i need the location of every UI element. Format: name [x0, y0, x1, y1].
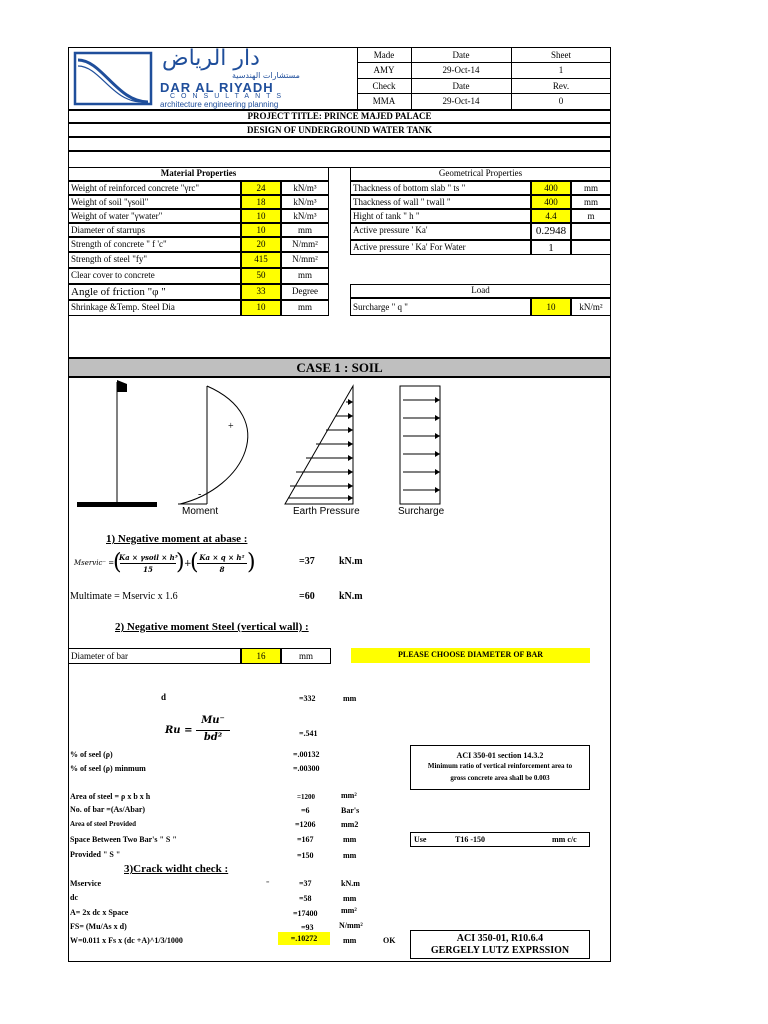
moment-label: Moment — [182, 506, 219, 517]
a-value: =17400 — [293, 909, 318, 918]
geometry-label: Hight of tank " h " — [350, 209, 531, 223]
geometry-unit — [571, 223, 611, 240]
material-unit: mm — [281, 300, 329, 316]
aci-note-3: gross concrete area shall be 0.003 — [450, 774, 550, 782]
rho-value: =.00132 — [293, 750, 320, 759]
mservic-unit: kN.m — [339, 556, 363, 567]
use-value: T16 -150 — [455, 835, 485, 844]
material-unit: kN/m³ — [281, 181, 329, 195]
material-unit: N/mm² — [281, 252, 329, 268]
material-value-input[interactable]: 24 — [241, 181, 281, 195]
rev-value: 0 — [558, 96, 564, 106]
material-value-input[interactable]: 10 — [241, 209, 281, 223]
bar-diameter-label: Diameter of bar — [68, 648, 241, 664]
w-unit: mm — [343, 936, 357, 945]
provided-s-label: Provided " S " — [70, 850, 121, 859]
area-value: =1200 — [297, 793, 315, 801]
ru-value: =.541 — [299, 729, 318, 738]
material-unit: N/mm² — [281, 237, 329, 252]
check-date-label: Date — [452, 81, 470, 91]
d-unit: mm — [343, 694, 357, 703]
use-unit: mm c/c — [552, 835, 577, 844]
rev-label: Rev. — [552, 81, 570, 91]
provided-area-value: =1206 — [295, 820, 316, 829]
material-label: Weight of water "γwater" — [68, 209, 241, 223]
fs-unit: N/mm² — [339, 921, 363, 930]
sheet-value: 1 — [558, 65, 564, 75]
w-label: W=0.011 x Fs x (dc +A)^1/3/1000 — [70, 936, 183, 945]
case-title: CASE 1 : SOIL — [296, 360, 383, 375]
geometry-label: Thackness of bottom slab " ts " — [350, 181, 531, 195]
choose-bar-message: PLEASE CHOOSE DIAMETER OF BAR — [351, 648, 590, 663]
mservic-value: =37 — [299, 556, 315, 567]
d-label: d — [161, 692, 167, 702]
aci-note-2: Minimum ratio of vertical reinforcement area to — [427, 762, 573, 770]
moment-minus: - — [198, 489, 202, 500]
material-label: Angle of friction "φ " — [68, 284, 241, 300]
sheet-label: Sheet — [551, 50, 571, 60]
mservice-unit: kN.m — [341, 879, 360, 888]
material-label: Strength of concrete " f 'c" — [68, 237, 241, 252]
neg-moment-heading: 1) Negative moment at abase : — [106, 533, 248, 545]
moment-diagram — [178, 386, 248, 504]
geometry-title: Geometrical Properties — [438, 168, 523, 178]
provided-area-unit: mm2 — [341, 820, 359, 829]
dc-value: =58 — [299, 894, 312, 903]
area-unit: mm² — [341, 791, 357, 800]
logo-arabic-sub: مستشارات الهندسية — [232, 71, 300, 80]
provided-s-value: =150 — [297, 851, 314, 860]
material-unit: mm — [281, 223, 329, 237]
material-value-input[interactable]: 415 — [241, 252, 281, 268]
wall-diagram — [77, 380, 157, 507]
load-title: Load — [471, 285, 490, 295]
space-label: Space Between Two Bar's " S " — [70, 835, 177, 844]
diagrams — [70, 378, 490, 508]
material-label: Shrinkage &Temp. Steel Dia — [68, 300, 241, 316]
geometry-value[interactable]: 400 — [531, 181, 571, 195]
surcharge-diagram — [400, 386, 440, 504]
material-value-input[interactable]: 10 — [241, 223, 281, 237]
bar-diameter-input[interactable]: 16 — [241, 648, 281, 664]
mservice-value: =37 — [299, 879, 312, 888]
d-value: =332 — [299, 694, 316, 703]
provided-s-unit: mm — [343, 851, 357, 860]
mservice-eq: = — [266, 880, 270, 886]
area-label: Area of steel = ρ x b x h — [70, 792, 151, 801]
ru-formula: Ru = Mu⁻ bd² — [165, 715, 255, 749]
mservic-formula: Mservic⁻ = ( Ka × γsoil × h³ 15 ) + ( Ka × q × h² 8 ) — [74, 550, 256, 575]
geometry-value: 1 — [531, 240, 571, 255]
material-label: Weight of soil "γsoil" — [68, 195, 241, 209]
bar-diameter-unit: mm — [281, 648, 331, 664]
surcharge-value[interactable]: 10 — [531, 298, 571, 316]
crack-ref-2: GERGELY LUTZ EXPRSSION — [430, 945, 570, 956]
logo-emblem-icon — [72, 50, 154, 107]
material-label: Clear cover to concrete — [68, 268, 241, 284]
rho-min-value: =.00300 — [293, 764, 320, 773]
check-value: MMA — [372, 96, 396, 106]
geometry-label: Thackness of wall " twall " — [350, 195, 531, 209]
material-value-input[interactable]: 20 — [241, 237, 281, 252]
geometry-unit: mm — [571, 181, 611, 195]
geometry-unit: m — [571, 209, 611, 223]
date-label: Date — [452, 50, 470, 60]
material-value-input[interactable]: 10 — [241, 300, 281, 316]
material-label: Diameter of starrups — [68, 223, 241, 237]
material-unit: mm — [281, 268, 329, 284]
multimate-unit: kN.m — [339, 591, 363, 602]
made-date: 29-Oct-14 — [442, 65, 480, 75]
fs-label: FS= (Mu/As x d) — [70, 922, 127, 931]
material-value-input[interactable]: 33 — [241, 284, 281, 300]
a-unit: mm² — [341, 906, 357, 915]
w-value: =.10272 — [278, 932, 330, 945]
material-unit: Degree — [281, 284, 329, 300]
moment-plus: + — [228, 421, 234, 432]
crack-ref-1: ACI 350-01, R10.6.4 — [456, 933, 544, 944]
material-value-input[interactable]: 18 — [241, 195, 281, 209]
surcharge-label: Surcharge " q " — [350, 298, 531, 316]
geometry-value[interactable]: 4.4 — [531, 209, 571, 223]
material-label: Strength of steel "fy" — [68, 252, 241, 268]
earth-pressure-label: Earth Pressure — [293, 506, 360, 517]
use-label: Use — [414, 835, 427, 844]
crack-heading: 3)Crack widht check : — [124, 863, 229, 875]
multimate-label: Multimate = Mservic x 1.6 — [70, 591, 178, 602]
geometry-label: Active pressure ' Ka' — [350, 223, 531, 240]
company-logo — [72, 46, 354, 109]
logo-en: DAR AL RIYADH — [160, 80, 274, 95]
geometry-unit — [571, 240, 611, 255]
material-title: Material Properties — [160, 168, 237, 178]
made-label: Made — [373, 50, 395, 60]
nbar-unit: Bar's — [341, 806, 360, 815]
surcharge-unit: kN/m² — [571, 298, 611, 316]
mservice-label: Mservice — [70, 879, 102, 888]
dc-unit: mm — [343, 894, 357, 903]
logo-consultants: CONSULTANTS — [170, 93, 288, 100]
material-value-input[interactable]: 50 — [241, 268, 281, 284]
fs-value: =93 — [301, 923, 314, 932]
rho-min-label: % of seel (ρ) minmum — [70, 764, 146, 773]
a-label: A= 2x dc x Space — [70, 908, 129, 917]
nbar-label: No. of bar =(As/Abar) — [70, 805, 146, 814]
multimate-value: =60 — [299, 591, 315, 602]
check-label: Check — [372, 81, 396, 91]
logo-arabic: دار الرياض — [162, 46, 260, 71]
material-label: Weight of reinforced concrete "γrc" — [68, 181, 241, 195]
geometry-label: Active pressure ' Ka' For Water — [350, 240, 531, 255]
earth-pressure-diagram — [285, 386, 353, 504]
made-value: AMY — [373, 65, 395, 75]
logo-tagline: architecture engineering planning — [160, 100, 279, 109]
geometry-unit: mm — [571, 195, 611, 209]
check-date: 29-Oct-14 — [442, 96, 480, 106]
nbar-value: =6 — [301, 806, 310, 815]
geometry-value[interactable]: 400 — [531, 195, 571, 209]
provided-area-label: Area of steel Provided — [70, 820, 137, 828]
space-unit: mm — [343, 835, 357, 844]
material-unit: kN/m³ — [281, 209, 329, 223]
project-title: PROJECT TITLE: PRINCE MAJED PALACE — [247, 111, 432, 121]
ok-status: OK — [383, 936, 396, 945]
geometry-value: 0.2948 — [531, 223, 571, 240]
dc-label: dc — [70, 893, 78, 902]
aci-note-1: ACI 350-01 section 14.3.2 — [456, 751, 544, 760]
rho-label: % of seel (ρ) — [70, 750, 113, 759]
space-value: =167 — [297, 835, 314, 844]
steel-heading: 2) Negative moment Steel (vertical wall) : — [115, 621, 309, 633]
design-title: DESIGN OF UNDERGROUND WATER TANK — [246, 125, 433, 135]
material-unit: kN/m³ — [281, 195, 329, 209]
surcharge-diagram-label: Surcharge — [398, 506, 445, 517]
